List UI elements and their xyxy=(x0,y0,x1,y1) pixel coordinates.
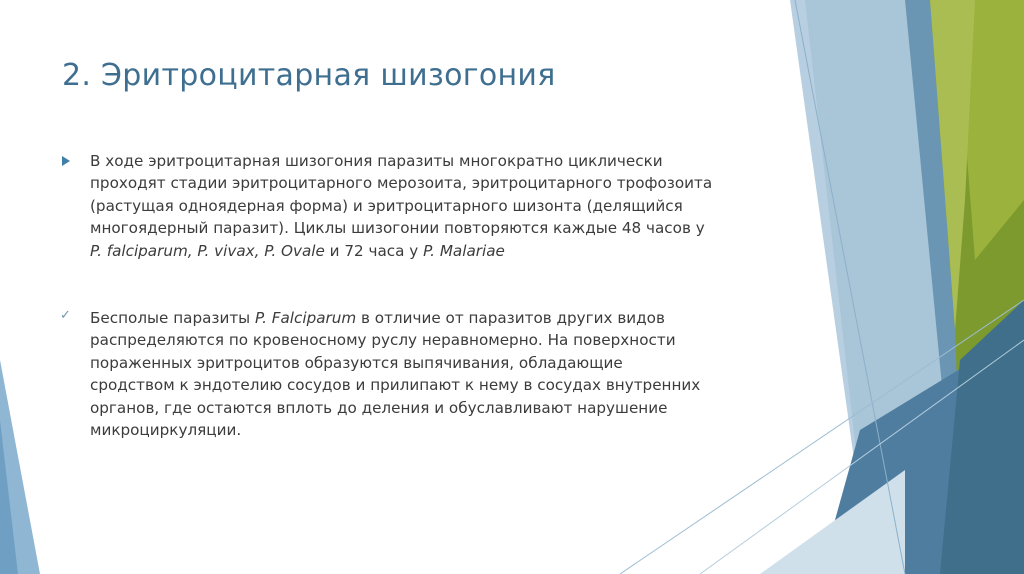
bullet-paragraph-2 xyxy=(90,307,790,441)
text-line: В ходе эритроцитарная шизогония паразиты многократно циклически xyxy=(90,152,663,170)
species-name: P. Malariae xyxy=(423,241,505,260)
text-line: проходят стадии эритроцитарного мерозоита, эритроцитарного трофозоита xyxy=(90,174,713,193)
text-line: микроциркуляции. xyxy=(90,421,242,440)
slide-title: 2. Эритроцитарная шизогония xyxy=(62,58,556,93)
species-name: P. Falciparum xyxy=(255,309,357,327)
text-fragment: и 72 часа у xyxy=(324,241,424,260)
species-names: P. falciparum, P. vivax, P. Ovale xyxy=(90,241,325,260)
text-line: распределяются по кровеносному руслу неравномерно. На поверхности xyxy=(90,331,676,350)
text-fragment: Бесполые паразиты xyxy=(90,309,256,327)
right-shape-bottom-light xyxy=(760,470,905,574)
checkmark-bullet-icon: ✓ xyxy=(60,308,71,323)
bullet-paragraph-1 xyxy=(90,150,790,262)
text-fragment: в отличие от паразитов других видов xyxy=(356,309,665,327)
triangle-bullet-icon xyxy=(62,156,70,166)
text-line xyxy=(90,307,790,329)
text-line: (растущая одноядерная форма) и эритроцитарного шизонта (делящийся xyxy=(90,196,683,215)
text-line: пораженных эритроцитов образуются выпячивания, обладающие xyxy=(90,353,623,372)
text-line: органов, где остаются вплоть до деления и обуславливают нарушение xyxy=(90,398,668,417)
text-line: многоядерный паразит). Циклы шизогонии повторяются каждые 48 часов у xyxy=(90,219,705,238)
text-line xyxy=(90,240,790,262)
text-line: сродством к эндотелию сосудов и прилипают к нему в сосудах внутренних xyxy=(90,376,701,395)
